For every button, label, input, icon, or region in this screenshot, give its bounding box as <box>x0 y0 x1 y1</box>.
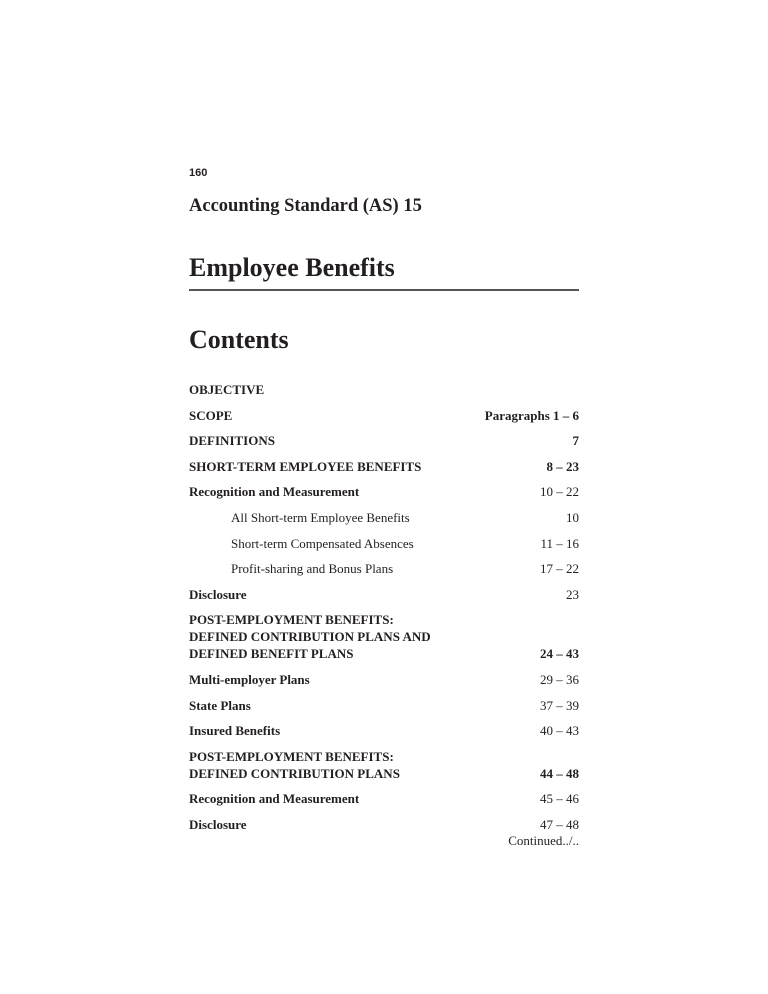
toc-entry-paragraphs: 10 – 22 <box>540 484 579 500</box>
toc-entry-label: DEFINITIONS <box>189 433 275 449</box>
toc-entry <box>189 407 579 424</box>
toc-entry-paragraphs: 7 <box>572 433 579 449</box>
toc-entry <box>189 560 579 577</box>
toc-entry-label: SHORT-TERM EMPLOYEE BENEFITS <box>189 458 422 474</box>
toc-entry-paragraphs: 24 – 43 <box>540 646 579 662</box>
continued-note: Continued../.. <box>508 832 579 848</box>
toc-entry-paragraphs: Paragraphs 1 – 6 <box>484 407 579 423</box>
toc-entry-label: Short-term Compensated Absences <box>231 535 414 551</box>
page-title: Employee Benefits <box>189 253 395 282</box>
toc-entry <box>189 697 579 714</box>
toc-entry <box>189 535 579 552</box>
toc-entry <box>189 586 579 603</box>
title-rule <box>189 289 579 291</box>
toc-entry <box>189 432 579 449</box>
toc-entry-paragraphs: 10 <box>566 509 579 525</box>
toc-entry-label: Recognition and Measurement <box>189 484 360 500</box>
standard-heading: Accounting Standard (AS) 15 <box>189 196 422 216</box>
toc-entry-paragraphs: 29 – 36 <box>540 671 579 687</box>
toc-entry-label: POST-EMPLOYMENT BENEFITS: DEFINED CONTRIBUTION PLANS <box>189 748 400 781</box>
toc-entry-label: All Short-term Employee Benefits <box>231 509 410 525</box>
toc-entry <box>189 458 579 475</box>
toc-entry-label: Disclosure <box>189 816 247 832</box>
toc-entry-label: State Plans <box>189 697 251 713</box>
toc-entry-label: SCOPE <box>189 407 233 423</box>
toc-entry <box>189 722 579 739</box>
toc-entry-paragraphs: 47 – 48 <box>540 816 579 832</box>
toc-entry <box>189 790 579 807</box>
toc-entry <box>189 611 579 662</box>
toc-entry-label: Disclosure <box>189 586 247 602</box>
toc-entry-paragraphs: 40 – 43 <box>540 723 579 739</box>
toc-entry-paragraphs: 11 – 16 <box>540 535 579 551</box>
toc-entry-paragraphs: 44 – 48 <box>540 765 579 781</box>
toc-entry-paragraphs: 37 – 39 <box>540 697 579 713</box>
toc-entry-paragraphs: 23 <box>566 586 579 602</box>
toc-entry-label: Insured Benefits <box>189 723 281 739</box>
toc-entry-label: OBJECTIVE <box>189 382 265 397</box>
table-of-contents <box>189 381 579 849</box>
toc-entry <box>189 671 579 688</box>
page-number: 160 <box>189 167 208 179</box>
contents-heading: Contents <box>189 325 289 354</box>
toc-entry <box>189 381 579 398</box>
toc-entry <box>189 483 579 500</box>
toc-entry <box>189 748 579 782</box>
toc-entry <box>189 816 579 833</box>
toc-entry-label: Multi-employer Plans <box>189 671 310 687</box>
toc-entry-paragraphs: 17 – 22 <box>540 561 579 577</box>
toc-entry-label: Recognition and Measurement <box>189 791 360 807</box>
toc-entry-label: Profit-sharing and Bonus Plans <box>231 561 394 577</box>
toc-entry <box>189 509 579 526</box>
toc-entry-paragraphs: 8 – 23 <box>546 458 579 474</box>
toc-entry-label: POST-EMPLOYMENT BENEFITS: DEFINED CONTRIBUTION PLANS AND DEFINED BENEFIT PLANS <box>189 612 431 662</box>
toc-entry-paragraphs: 45 – 46 <box>540 791 579 807</box>
